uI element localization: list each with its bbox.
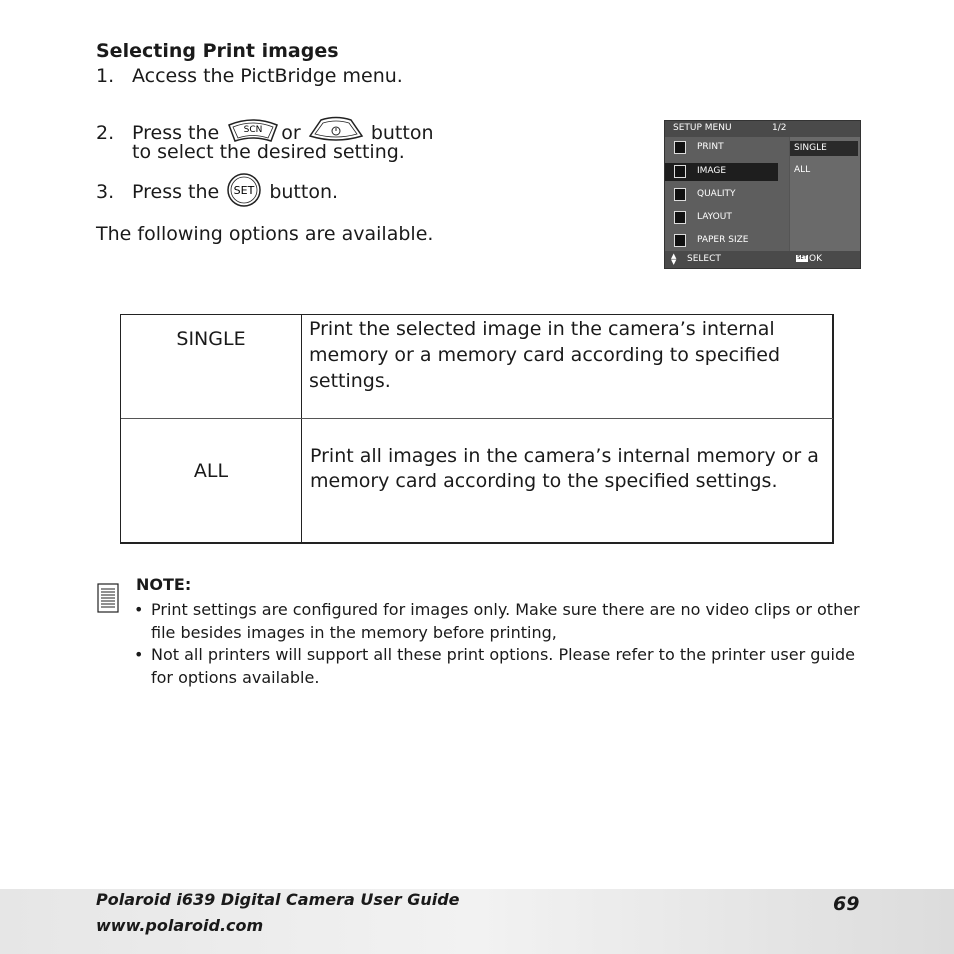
lcd-menu-list [665,137,789,251]
set-badge-icon: SET [797,255,807,261]
lcd-options-list [790,137,860,251]
layout-icon [674,211,686,224]
lcd-page: 1/2 [772,123,787,133]
bullet-dot-icon: • [134,600,144,619]
lcd-ok-label: OK [809,254,822,264]
note-title: NOTE: [136,575,192,594]
note-bullets [134,599,874,689]
set-label: SET [233,184,255,197]
up-down-arrow-icon: ▲ ▼ [671,252,677,266]
printer-icon [674,141,686,154]
option-term-all: ALL [193,460,229,482]
step-button-text: button [370,122,434,144]
set-button-icon [225,172,263,213]
image-icon [674,165,686,178]
step-number: 3. [96,181,115,203]
lcd-select-label: SELECT [687,254,721,264]
option-desc-single: Print the selected image in the camera’s internal memory or a memory card according to specified settings. [309,318,781,392]
lcd-item-print: PRINT [665,139,789,157]
note-bullet: • Not all printers will support all these print options. Please refer to the printer user guide for options available. [134,645,855,687]
lcd-title: SETUP MENU [673,123,732,133]
lcd-option-single: SINGLE [790,141,858,156]
note-icon [97,583,119,617]
quality-icon [674,188,686,201]
step-2-line2: to select the desired setting. [132,141,405,163]
note-bullet: • Print settings are configured for images only. Make sure there are no video clips or other file besides images in the memory before printing, [134,600,860,642]
lcd-title-bar [665,121,860,137]
step-button-text: button. [269,181,339,203]
lcd-item-paper-size: PAPER SIZE [665,232,789,250]
step-text: Access the PictBridge menu. [132,65,403,87]
table-divider-horizontal [121,418,833,419]
option-desc-all: Print all images in the camera’s internal memory or a memory card according to the specified settings. [310,445,819,492]
step-number: 1. [96,65,115,87]
lcd-item-image: IMAGE [665,163,778,181]
paper-size-icon [674,234,686,247]
options-intro: The following options are available. [96,223,434,245]
options-table [120,314,834,544]
lcd-bottom-bar [665,251,860,268]
step-3 [96,172,338,213]
table-divider-vertical [301,315,302,543]
bullet-dot-icon: • [134,645,144,664]
option-term-single: SINGLE [176,328,246,350]
section-heading: Selecting Print images [96,40,339,62]
step-1 [96,65,403,87]
lcd-setup-menu [664,120,861,269]
lcd-option-all: ALL [794,165,811,175]
lcd-item-quality: QUALITY [665,186,789,204]
page-number: 69 [833,893,860,915]
step-or-text: or [281,122,301,144]
lcd-item-layout: LAYOUT [665,209,789,227]
step-press-text: Press the [132,122,220,144]
footer-guide-title: Polaroid i639 Digital Camera User Guide [96,890,460,909]
scn-label: SCN [243,125,263,135]
footer-url: www.polaroid.com [96,916,264,935]
step-number: 2. [96,122,115,144]
step-press-text: Press the [132,181,220,203]
